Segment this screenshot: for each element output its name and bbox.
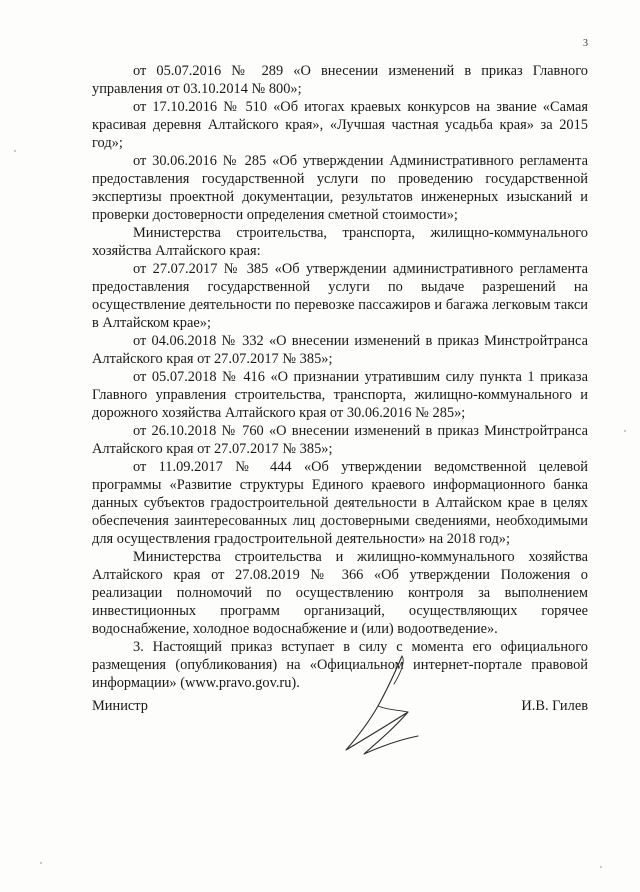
handwritten-signature <box>336 654 426 758</box>
paragraph-order-510: от 17.10.2016 № 510 «Об итогах краевых конкурсов на звание «Самая красивая деревня Алтайского края», «Лучшая частная усадьба края» за 2015 год»; <box>92 99 588 151</box>
scan-speck <box>600 866 602 868</box>
position-title: Министр <box>92 698 148 714</box>
paragraph-ministry-transport-heading: Министерства строительства, транспорта, жилищно-коммунального хозяйства Алтайского края: <box>92 225 588 259</box>
scan-speck <box>624 430 626 432</box>
order-body <box>92 62 588 692</box>
scan-speck <box>14 150 16 152</box>
paragraph-order-444: от 11.09.2017 № 444 «Об утверждении ведомственной целевой программы «Развитие структуры Единого краевого информационного банка данных субъектов градостроительной деятельности в Алтайском крае в целях обеспечения заинтересованных лиц достоверными сведениями, необходимыми для осуществления градостроительной деятельности» на 2018 год»; <box>92 459 588 547</box>
paragraph-order-416: от 05.07.2018 № 416 «О признании утратившим силу пункта 1 приказа Главного управления строительства, транспорта, жилищно-коммунального и дорожного хозяйства Алтайского края от 30.06.2016 № 285»; <box>92 369 588 421</box>
page-number: 3 <box>583 38 588 49</box>
paragraph-clause-3: 3. Настоящий приказ вступает в силу с момента его официального размещения (опубликования) на «Официальном интернет-портале правовой информации» (www.pravo.gov.ru). <box>92 639 588 691</box>
paragraph-order-385: от 27.07.2017 № 385 «Об утверждении административного регламента предоставления государственной услуги по выдаче разрешений на осуществление деятельности по перевозке пассажиров и багажа легковым такси в Алтайском крае»; <box>92 261 588 331</box>
signer-name: И.В. Гилев <box>521 698 588 714</box>
scan-speck <box>40 862 42 864</box>
paragraph-order-332: от 04.06.2018 № 332 «О внесении изменений в приказ Минстройтранса Алтайского края от 27.07.2017 № 385»; <box>92 333 588 367</box>
paragraph-order-760: от 26.10.2018 № 760 «О внесении изменений в приказ Минстройтранса Алтайского края от 27.07.2017 № 385»; <box>92 423 588 457</box>
paragraph-order-366: Министерства строительства и жилищно-коммунального хозяйства Алтайского края от 27.08.2019 № 366 «Об утверждении Положения о реализации полномочий по осуществлению контроля за выполнением инвестиционных программ организаций, осуществляющих горячее водоснабжение, холодное водоснабжение и (или) водоотведение». <box>92 549 588 637</box>
paragraph-order-289: от 05.07.2016 № 289 «О внесении изменений в приказ Главного управления от 03.10.2014 № 800»; <box>92 63 588 97</box>
paragraph-order-285: от 30.06.2016 № 285 «Об утверждении Административного регламента предоставления государственной услуги по проведению государственной экспертизы проектной документации, результатов инженерных изысканий и проверки достоверности определения сметной стоимости»; <box>92 153 588 223</box>
